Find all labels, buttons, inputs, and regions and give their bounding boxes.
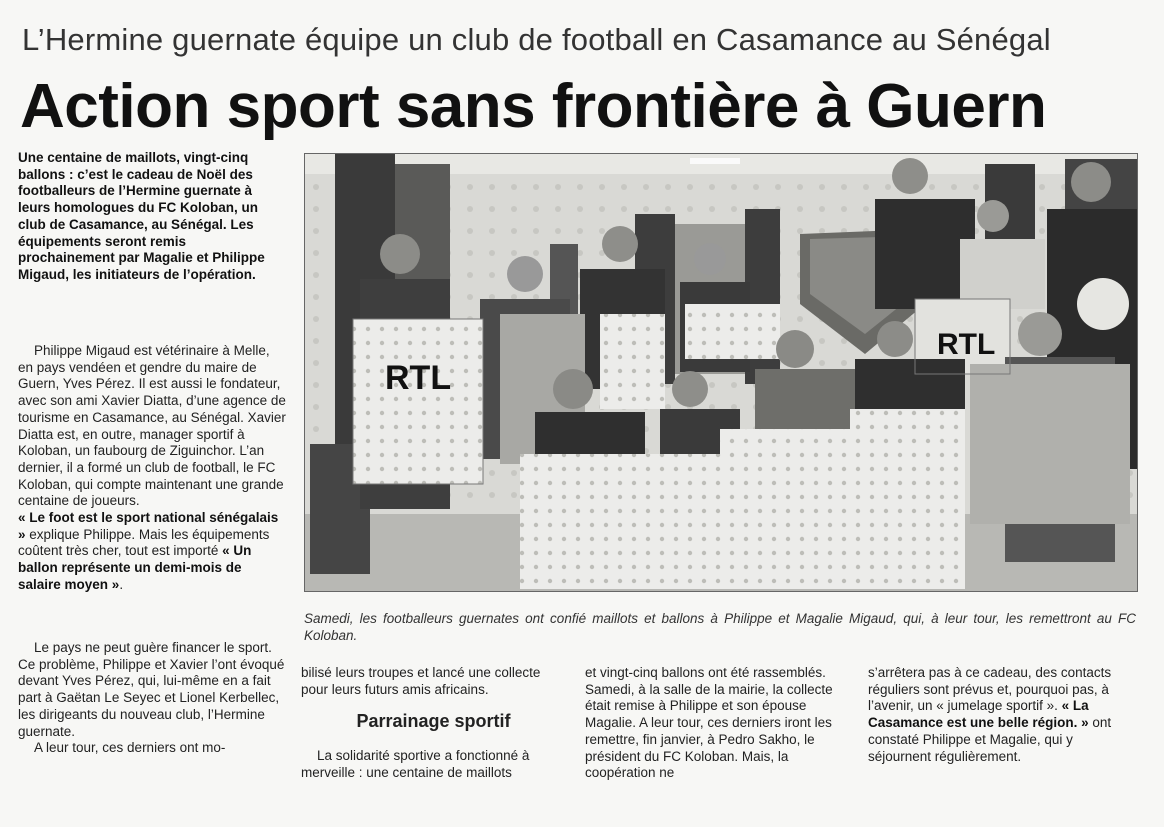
- body-paragraph-1: Philippe Migaud est vétérinaire à Melle, en pays vendéen et gendre du maire de Guern, Yves Pérez. Il est aussi le fondateur, avec son ami Xavier Diatta, d’une agence de tourisme en Casamance, au Sénégal. Xavier Diatta est, en outre, manager sportif à Koloban, un faubourg de Ziguinchor. L’an dernier, il a formé un club de football, le FC Koloban, qui compte maintenant une grande centaine de joueurs.: [18, 343, 286, 509]
- column-2: [301, 665, 566, 698]
- closing-text-2: ont constaté Philippe et Magalie, qui y séjournent régulièrement.: [868, 715, 1112, 764]
- lead-paragraph: Une centaine de maillots, vingt-cinq ballons : c’est le cadeau de Noël des footballeurs de l’Hermine guernate à leurs homologues du FC Koloban, un club de Casamance, au Sénégal. Les équipements seront remis prochainement par Magalie et Philippe Migaud, les initiateurs de l’opération.: [18, 150, 265, 282]
- body-paragraph-7: [868, 665, 1136, 765]
- quote-context-1: explique Philippe. Mais les équipements coûtent très cher, tout est importé: [18, 526, 270, 559]
- quote-context-2: .: [119, 576, 124, 592]
- column-1-continued: [18, 640, 286, 757]
- article-headline: Action sport sans frontière à Guern: [20, 72, 1047, 141]
- body-paragraph-3: A leur tour, ces derniers ont mo-: [34, 740, 226, 756]
- body-paragraph-2: Le pays ne peut guère financer le sport. Ce problème, Philippe et Xavier l’ont évoqué devant Yves Pérez, qui, lui-même en a fait part à Gaëtan Le Seyec et Lionel Kerbellec, les dirigeants du nouveau club, l’Hermine guernate.: [18, 640, 285, 739]
- article-photo: [304, 153, 1138, 592]
- photo-caption: Samedi, les footballeurs guernates ont confié maillots et ballons à Philippe et Magalie Migaud, qui, à leur tour, les remettront au FC Koloban.: [304, 611, 1136, 643]
- body-paragraph-6: et vingt-cinq ballons ont été rassemblés. Samedi, à la salle de la mairie, la collecte était remise à Philippe et son épouse Magalie. A leur tour, ces derniers iront les remettre, fin janvier, à Pedro Sakho, le président du FC Koloban. Mais, la coopération ne: [585, 665, 833, 781]
- body-paragraph-4: bilisé leurs troupes et lancé une collecte pour leurs futurs amis africains.: [301, 665, 541, 697]
- body-paragraph-5: La solidarité sportive a fonctionné à merveille : une centaine de maillots: [301, 748, 530, 780]
- rtl-logo-right: RTL: [937, 328, 996, 361]
- quote-foot-national: « Le foot est le sport national sénégalais »: [18, 510, 279, 542]
- column-1: [18, 343, 286, 594]
- quote-ballon-salaire: « Un ballon représente un demi-mois de salaire moyen »: [18, 543, 252, 592]
- closing-text-1: s’arrêtera pas à ce cadeau, des contacts réguliers sont prévus et, pourquoi pas, à l’avenir, un « jumelage sportif ».: [868, 665, 1112, 714]
- column-2-continued: [301, 748, 566, 781]
- quote-casamance: « La Casamance est une belle région. »: [868, 698, 1089, 731]
- subheading: Parrainage sportif: [356, 711, 511, 731]
- rtl-logo-left: RTL: [385, 359, 452, 397]
- article-kicker: L’Hermine guernate équipe un club de football en Casamance au Sénégal: [22, 22, 1051, 57]
- article-lead: [18, 150, 286, 284]
- body-paragraph-quotes: [18, 510, 286, 594]
- column-4: [868, 665, 1136, 765]
- column-3: [585, 665, 855, 782]
